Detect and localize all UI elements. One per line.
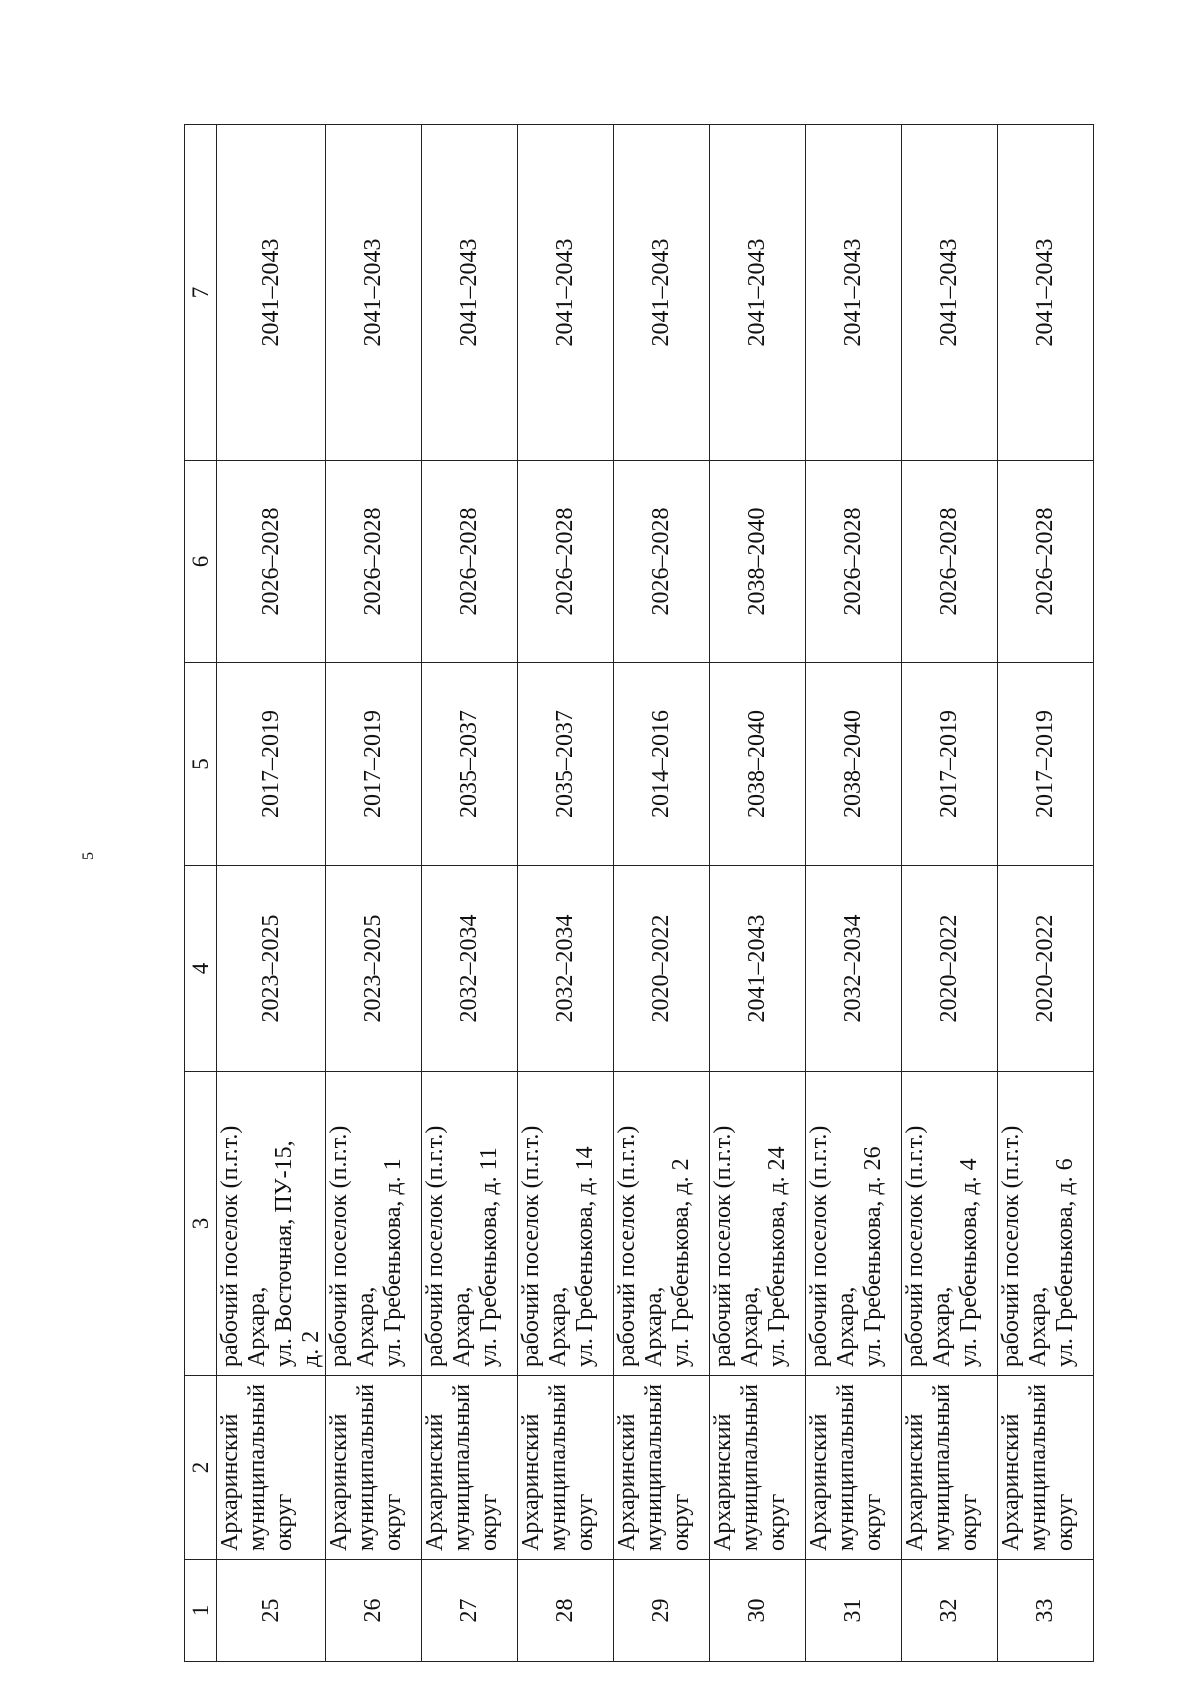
district-cell [422,1376,518,1560]
period-cell-col-7: 2041–2043 [902,125,998,461]
district-line: муниципальный [244,1383,270,1551]
period-cell-col-7: 2041–2043 [326,125,422,461]
row-number-cell: 27 [422,1560,518,1662]
address-line: рабочий поселок (п.г.т.) [217,1125,243,1367]
column-header-4: 4 [185,866,217,1072]
period-cell-col-6: 2026–2028 [326,461,422,663]
period-cell-col-4: 2041–2043 [710,866,806,1072]
table-row [902,125,998,1662]
period-cell-col-5: 2017–2019 [998,663,1094,866]
row-number-cell: 29 [614,1560,710,1662]
table-row [217,125,326,1662]
table-header-row [185,125,217,1662]
district-line: округ [1052,1493,1078,1551]
district-line: округ [380,1493,406,1551]
address-line: Архара, [545,1286,571,1367]
address-cell [518,1072,614,1376]
period-cell-col-7: 2041–2043 [518,125,614,461]
table-row [326,125,422,1662]
address-line: ул. Гребенькова, д. 24 [764,1146,790,1367]
district-line: муниципальный [929,1383,955,1551]
district-line: муниципальный [833,1383,859,1551]
district-line: муниципальный [737,1383,763,1551]
period-cell-col-4: 2020–2022 [614,866,710,1072]
address-line: рабочий поселок (п.г.т.) [806,1125,832,1367]
row-number-cell: 26 [326,1560,422,1662]
period-cell-col-7: 2041–2043 [998,125,1094,461]
period-cell-col-7: 2041–2043 [614,125,710,461]
district-line: округ [860,1493,886,1551]
district-line: Архаринский [217,1413,243,1551]
table-row [998,125,1094,1662]
district-cell [518,1376,614,1560]
period-cell-col-6: 2026–2028 [998,461,1094,663]
district-line: округ [572,1493,598,1551]
table-row [614,125,710,1662]
period-cell-col-6: 2038–2040 [710,461,806,663]
address-line: ул. Гребенькова, д. 4 [956,1158,982,1367]
address-line: Архара, [353,1286,379,1367]
table-row [518,125,614,1662]
period-cell-col-4: 2032–2034 [806,866,902,1072]
district-cell [217,1376,326,1560]
period-cell-col-4: 2032–2034 [422,866,518,1072]
address-line: Архара, [737,1286,763,1367]
period-cell-col-6: 2026–2028 [614,461,710,663]
period-cell-col-5: 2017–2019 [902,663,998,866]
district-line: Архаринский [518,1413,544,1551]
address-line: ул. Гребенькова, д. 11 [476,1147,502,1367]
period-cell-col-5: 2038–2040 [806,663,902,866]
column-header-6: 6 [185,461,217,663]
district-cell [710,1376,806,1560]
district-line: округ [476,1493,502,1551]
address-cell [422,1072,518,1376]
address-line: Архара, [833,1286,859,1367]
address-cell [998,1072,1094,1376]
page-number: 5 [80,852,97,860]
period-cell-col-7: 2041–2043 [806,125,902,461]
period-cell-col-4: 2020–2022 [998,866,1094,1072]
period-cell-col-6: 2026–2028 [518,461,614,663]
registry-table [184,124,1094,1662]
table-row [806,125,902,1662]
period-cell-col-6: 2026–2028 [422,461,518,663]
district-line: округ [956,1493,982,1551]
address-line: Архара, [929,1286,955,1367]
address-cell [806,1072,902,1376]
period-cell-col-4: 2020–2022 [902,866,998,1072]
table-row [710,125,806,1662]
district-line: Архаринский [422,1413,448,1551]
address-cell [217,1072,326,1376]
address-cell [902,1072,998,1376]
period-cell-col-7: 2041–2043 [422,125,518,461]
address-line: Архара, [641,1286,667,1367]
address-line: рабочий поселок (п.г.т.) [998,1125,1024,1367]
district-cell [326,1376,422,1560]
district-line: муниципальный [353,1383,379,1551]
address-line: ул. Гребенькова, д. 14 [572,1146,598,1367]
district-line: Архаринский [614,1413,640,1551]
district-line: округ [271,1493,297,1551]
address-line: рабочий поселок (п.г.т.) [422,1125,448,1367]
address-cell [326,1072,422,1376]
address-line: рабочий поселок (п.г.т.) [902,1125,928,1367]
district-line: муниципальный [449,1383,475,1551]
period-cell-col-5: 2035–2037 [422,663,518,866]
period-cell-col-5: 2038–2040 [710,663,806,866]
address-line: д. 2 [298,1330,324,1367]
address-cell [614,1072,710,1376]
address-line: рабочий поселок (п.г.т.) [710,1125,736,1367]
period-cell-col-5: 2017–2019 [217,663,326,866]
period-cell-col-6: 2026–2028 [217,461,326,663]
address-cell [710,1072,806,1376]
row-number-cell: 25 [217,1560,326,1662]
district-cell [902,1376,998,1560]
table-row [422,125,518,1662]
period-cell-col-7: 2041–2043 [217,125,326,461]
district-cell [998,1376,1094,1560]
period-cell-col-7: 2041–2043 [710,125,806,461]
row-number-cell: 32 [902,1560,998,1662]
district-cell [614,1376,710,1560]
period-cell-col-6: 2026–2028 [902,461,998,663]
row-number-cell: 33 [998,1560,1094,1662]
district-line: муниципальный [641,1383,667,1551]
district-line: муниципальный [545,1383,571,1551]
address-line: рабочий поселок (п.г.т.) [326,1125,352,1367]
district-line: Архаринский [902,1413,928,1551]
column-header-2: 2 [185,1376,217,1560]
district-cell [806,1376,902,1560]
address-line: Архара, [244,1286,270,1367]
district-line: округ [764,1493,790,1551]
address-line: Архара, [449,1286,475,1367]
period-cell-col-4: 2023–2025 [217,866,326,1072]
address-line: ул. Гребенькова, д. 26 [860,1146,886,1367]
period-cell-col-6: 2026–2028 [806,461,902,663]
address-line: ул. Гребенькова, д. 6 [1052,1158,1078,1367]
period-cell-col-4: 2023–2025 [326,866,422,1072]
address-line: ул. Гребенькова, д. 1 [380,1158,406,1367]
period-cell-col-5: 2035–2037 [518,663,614,866]
district-line: Архаринский [326,1413,352,1551]
period-cell-col-5: 2014–2016 [614,663,710,866]
column-header-3: 3 [185,1072,217,1376]
table-body [185,125,1094,1662]
district-line: муниципальный [1025,1383,1051,1551]
district-line: Архаринский [710,1413,736,1551]
column-header-5: 5 [185,663,217,866]
district-line: Архаринский [806,1413,832,1551]
period-cell-col-4: 2032–2034 [518,866,614,1072]
address-line: ул. Восточная, ПУ-15, [271,1140,297,1367]
address-line: Архара, [1025,1286,1051,1367]
column-header-1: 1 [185,1560,217,1662]
address-line: рабочий поселок (п.г.т.) [614,1125,640,1367]
address-line: рабочий поселок (п.г.т.) [518,1125,544,1367]
rotated-table-container [184,125,1080,1662]
column-header-7: 7 [185,125,217,461]
row-number-cell: 30 [710,1560,806,1662]
address-line: ул. Гребенькова, д. 2 [668,1158,694,1367]
district-line: Архаринский [998,1413,1024,1551]
district-line: округ [668,1493,694,1551]
row-number-cell: 28 [518,1560,614,1662]
period-cell-col-5: 2017–2019 [326,663,422,866]
row-number-cell: 31 [806,1560,902,1662]
